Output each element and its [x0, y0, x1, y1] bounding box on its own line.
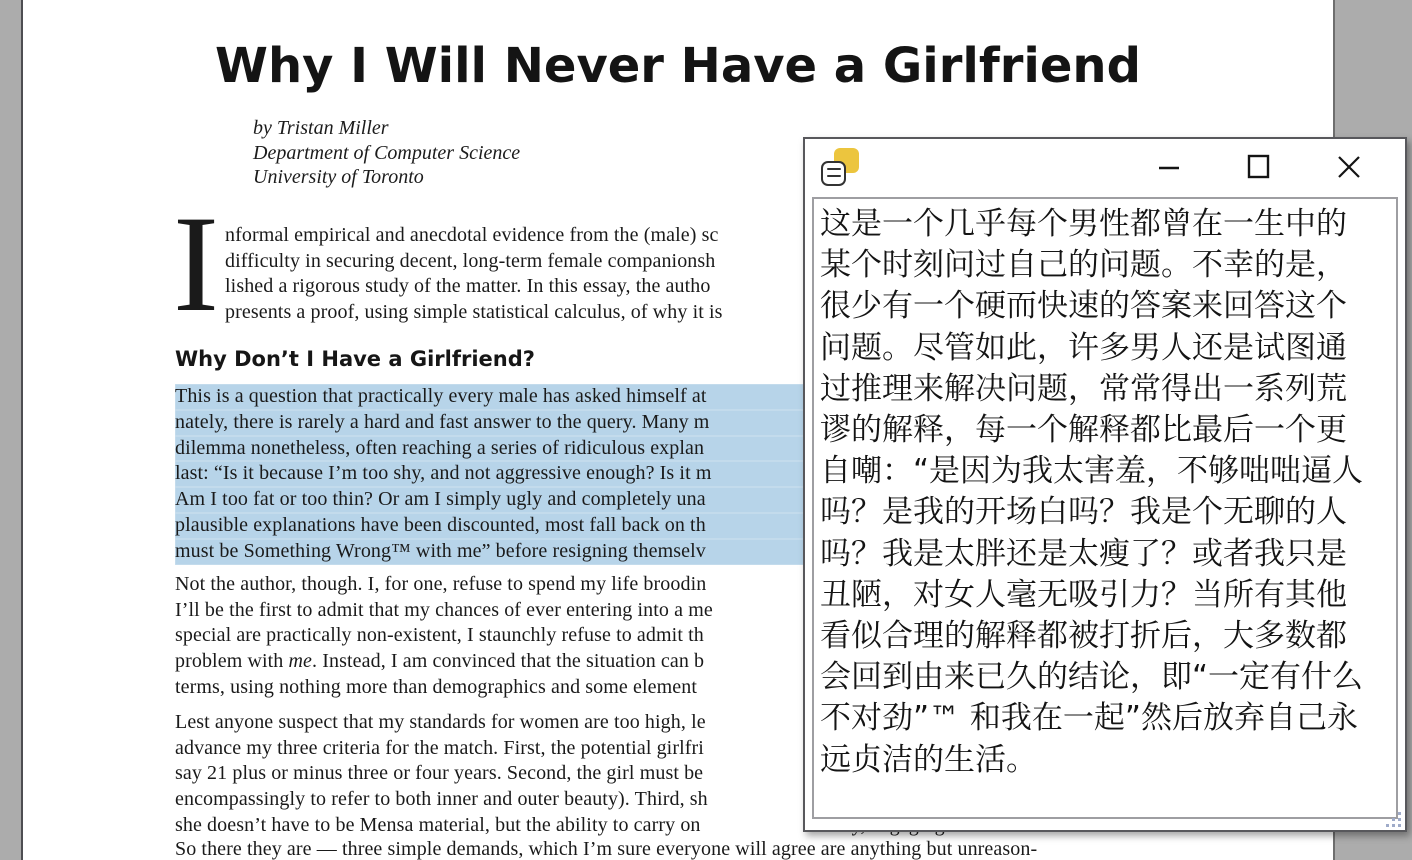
text-line: advance my three criteria for the match. First, the potential girlfri [175, 736, 704, 759]
author-byline: by Tristan Miller [253, 117, 389, 139]
text-line: she doesn’t have to be Mensa material, but the ability to carry on [175, 813, 701, 836]
author-affiliation: Department of Computer Science [253, 141, 521, 164]
translation-line: 问题。尽管如此，许多男人还是试图通 [820, 329, 1347, 366]
italic-word: me [288, 650, 313, 673]
minimize-button[interactable] [1149, 147, 1189, 187]
text-line: special are practically non-existent, I staunchly refuse to admit th [175, 624, 704, 647]
close-icon [1335, 153, 1363, 181]
translation-line: 谬的解释，每一个解释都比最后一个更 [820, 412, 1347, 449]
translation-line: 丑陋，对女人毫无吸引力？当所有其他 [820, 576, 1347, 613]
text-line: I’ll be the first to admit that my chances of ever entering into a me [175, 598, 713, 621]
translation-line: 这是一个几乎每个男性都曾在一生中的 [820, 206, 1347, 242]
translation-popup-window [803, 137, 1407, 832]
paragraph-3 [175, 710, 708, 838]
maximize-icon [1246, 153, 1272, 181]
text-line: nformal empirical and anecdotal evidence from the (male) sc [225, 224, 719, 246]
close-button[interactable] [1329, 147, 1369, 187]
highlighted-text-line[interactable]: Am I too fat or too thin? Or am I simply ugly and completely una [175, 487, 811, 513]
icon-note-card [821, 161, 846, 186]
translation-line: 过推理来解决问题，常常得出一系列荒 [820, 370, 1347, 407]
text-line: problem with me. Instead, I am convinced that the situation can b [175, 650, 705, 673]
maximize-button[interactable] [1239, 147, 1279, 187]
text-line: encompassingly to refer to both inner and outer beauty). Third, sh [175, 788, 708, 811]
text-line: Not the author, though. I, for one, refuse to spend my life broodin [175, 573, 707, 595]
selected-paragraph[interactable] [175, 384, 811, 565]
text-line: lished a rigorous study of the matter. In this essay, the autho [225, 275, 711, 298]
text-line: say 21 plus or minus three or four years. Second, the girl must be [175, 762, 704, 785]
last-text-line: So there they are — three simple demands, which I’m sure everyone will agree are anything but unreason- [175, 838, 1038, 860]
translation-line: 吗？是我的开场白吗？我是个无聊的人 [820, 494, 1347, 531]
minimize-icon [1156, 154, 1182, 180]
highlighted-text-line[interactable]: plausible explanations have been discounted, most fall back on th [175, 513, 811, 539]
dropcap-letter: I [173, 187, 219, 340]
text-line: terms, using nothing more than demographics and some element [175, 675, 697, 698]
translation-line: 会回到由来已久的结论，即“一定有什么 [820, 659, 1364, 696]
translation-line: 很少有一个硬而快速的答案来回答这个 [820, 288, 1347, 325]
translation-line: 看似合理的解释都被打折后，大多数都 [820, 618, 1347, 655]
translation-line: 不对劲”™ 和我在一起”然后放弃自己永 [820, 700, 1358, 737]
copy-translate-icon [821, 148, 859, 186]
translation-line: 吗？我是太胖还是太瘦了？或者我只是 [820, 535, 1347, 572]
highlighted-text-line[interactable]: must be Something Wrong™ with me” before resigning themselv [175, 539, 811, 565]
highlighted-text-line[interactable]: This is a question that practically every male has asked himself at [175, 384, 811, 410]
intro-paragraph [175, 223, 795, 326]
text-line: difficulty in securing decent, long-term female companionsh [225, 249, 716, 272]
translation-line: 某个时刻问过自己的问题。不幸的是， [820, 247, 1347, 284]
text-line: presents a proof, using simple statistical calculus, of why it is [225, 301, 723, 324]
translation-text-area[interactable] [812, 197, 1398, 819]
highlighted-text-line[interactable]: nately, there is rarely a hard and fast answer to the query. Many m [175, 410, 811, 436]
highlighted-text-line[interactable]: last: “Is it because I’m too shy, and not aggressive enough? Is it m [175, 461, 811, 487]
resize-grip-icon[interactable] [1383, 809, 1403, 829]
popup-titlebar[interactable] [805, 139, 1405, 197]
section-heading: Why Don’t I Have a Girlfriend? [175, 347, 535, 371]
translation-line: 远贞洁的生活。 [820, 741, 1037, 778]
author-block [253, 116, 520, 190]
translation-line: 自嘲：“是因为我太害羞，不够咄咄逼人 [820, 453, 1364, 490]
highlighted-text-line[interactable]: dilemma nonetheless, often reaching a series of ridiculous explan [175, 436, 811, 462]
text-line: Lest anyone suspect that my standards for women are too high, le [175, 711, 706, 733]
document-title: Why I Will Never Have a Girlfriend [215, 38, 1141, 94]
author-affiliation: University of Toronto [253, 166, 424, 188]
paragraph-2 [175, 572, 713, 700]
